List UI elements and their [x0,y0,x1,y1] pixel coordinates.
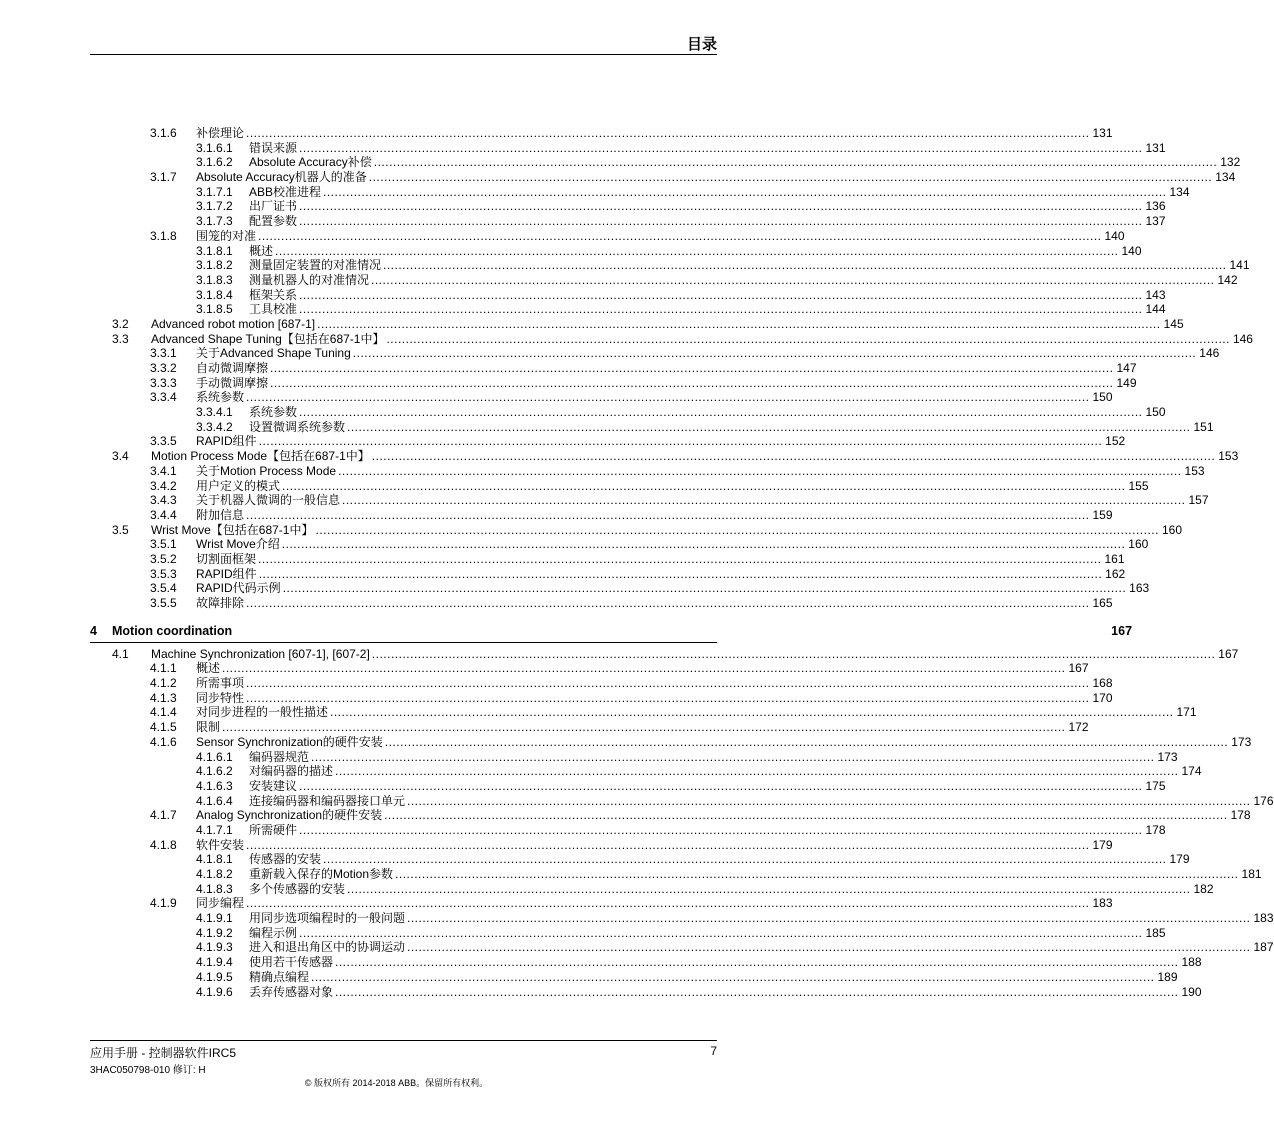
toc-entry-number: 4.1.6.3 [196,778,233,793]
toc-entry-number: 4.1.6.1 [196,749,233,764]
toc-entry-page: 147 [1116,361,1137,375]
toc-dot-leader: ............................................................................................................................................................................................................................ [335,955,1179,970]
toc-entry-page: 178 [1230,808,1251,823]
toc-entry-number: 3.3.4 [150,390,177,405]
footer-page-number: 7 [710,1044,717,1058]
toc-entry-page: 140 [1104,228,1125,243]
toc-entry[interactable] [90,676,1113,691]
toc-dot-leader: ............................................................................................................................................................................................................................ [246,507,1090,522]
toc-entry-number: 4.1.7 [150,808,177,823]
toc-entry-page: 150 [1145,405,1166,420]
toc-dot-leader: ............................................................................................................................................................................................................................ [371,646,1216,661]
toc-entry-page: 161 [1104,551,1125,566]
toc-entry-page: 179 [1092,837,1113,852]
toc-entry-number: 3.4.3 [150,493,177,508]
toc-entry-number: 4.1.8.1 [196,852,233,867]
toc-dot-leader: ............................................................................................................................................................................................................................ [347,881,1191,896]
toc-entry-number: 3.5.4 [150,581,177,596]
toc-entry-title: Absolute Accuracy机器人的准备 [196,170,367,185]
toc-dot-leader: ............................................................................................................................................................................................................................ [371,272,1215,287]
toc-entry[interactable] [90,690,1113,706]
toc-dot-leader: ............................................................................................................................................................................................................................ [246,690,1090,705]
toc-entry-number: 3.1.6.1 [196,140,233,155]
toc-dot-leader: ............................................................................................................................................................................................................................ [407,793,1251,808]
toc-entry-number: 4.1.2 [150,676,177,691]
toc-entry-number: 4.1.9.6 [196,984,233,999]
toc-entry-page: 159 [1092,507,1113,522]
toc-entry[interactable] [90,331,1253,347]
toc-entry-page: 134 [1215,170,1236,185]
toc-entry-page: 174 [1181,764,1202,779]
toc-entry-number: 3.1.8.4 [196,287,233,302]
toc-entry-number: 3.1.8.3 [196,272,233,287]
toc-entry-title: 使用若干传感器 [249,955,334,970]
toc-entry-page: 181 [1241,867,1262,881]
header-rule [90,54,717,55]
toc-dot-leader: ............................................................................................................................................................................................................................ [407,911,1251,926]
toc-entry-title: Sensor Synchronization的硬件安装 [196,734,383,749]
toc-entry[interactable] [90,346,1220,361]
toc-entry[interactable] [90,522,1182,538]
toc-dot-leader: ............................................................................................................................................................................................................................ [383,258,1227,273]
toc-entry-page: 176 [1253,793,1274,808]
toc-entry[interactable] [90,596,1113,611]
toc-entry[interactable] [90,764,1202,779]
toc-entry-title: 用同步选项编程时的一般问题 [249,911,406,926]
toc-dot-leader: ............................................................................................................................................................................................................................ [311,749,1155,764]
toc-dot-leader: ............................................................................................................................................................................................................................ [246,126,1090,140]
toc-dot-leader: ............................................................................................................................................................................................................................ [246,676,1090,691]
toc-entry-title: RAPID组件 [196,434,257,449]
toc-entry-page: 153 [1184,463,1205,478]
toc-dot-leader: ............................................................................................................................................................................................................................ [347,419,1191,434]
toc-entry[interactable] [90,852,1190,867]
toc-entry-number: 3.1.7.3 [196,214,233,229]
toc-entry-page: 167 [1068,661,1089,676]
toc-entry[interactable] [90,566,1126,582]
toc-entry[interactable] [90,661,1089,676]
toc-entry-title: Wrist Move介绍 [196,537,280,552]
toc-entry-title: 设置微调系统参数 [249,419,346,434]
toc-entry-number: 4.1.9 [150,896,177,911]
toc-entry[interactable] [90,507,1113,523]
toc-entry-title: 所需事项 [196,676,245,691]
toc-entry-page: 153 [1218,449,1239,464]
toc-entry-title: Analog Synchronization的硬件安装 [196,808,383,823]
toc-entry-title: 安装建议 [249,778,298,793]
toc-entry-title: 重新载入保存的Motion参数 [249,867,394,881]
toc-dot-leader: ............................................................................................................................................................................................................................ [282,581,1127,596]
toc-entry-page: 151 [1193,419,1214,434]
toc-entry-page: 140 [1121,243,1142,258]
toc-entry-title: 丢弃传感器对象 [249,984,334,999]
toc-dot-leader: ............................................................................................................................................................................................................................ [338,463,1182,478]
toc-dot-leader: ............................................................................................................................................................................................................................ [299,822,1143,837]
toc-entry-page: 167 [1218,646,1239,661]
toc-entry[interactable] [90,419,1214,435]
toc-entry-number: 4.1.8 [150,837,177,852]
toc-dot-leader: ............................................................................................................................................................................................................................ [323,852,1167,867]
toc-entry-title: 工具校准 [249,302,298,317]
toc-entry[interactable] [90,214,1166,229]
toc-entry-number: 3.5.5 [150,596,177,610]
toc-dot-leader: ............................................................................................................................................................................................................................ [371,449,1216,464]
toc-entry-title: 关于Motion Process Mode [196,463,337,478]
toc-entry-title: 自动微调摩擦 [196,361,269,375]
toc-entry-title: 关于机器人微调的一般信息 [196,493,341,508]
toc-entry[interactable] [90,925,1166,941]
toc-entry-title: 切割面框架 [196,551,257,566]
toc-entry[interactable] [90,390,1113,405]
toc-entry[interactable] [90,463,1205,479]
toc-entry-title: 故障排除 [196,596,245,610]
toc-dot-leader: ............................................................................................................................................................................................................................ [299,199,1143,214]
toc-entry[interactable] [90,272,1238,288]
toc-entry-title: Wrist Move【包括在687-1中】 [151,522,314,537]
toc-entry-number: 4.1.4 [150,705,177,720]
footer-copyright: © 版权所有 2014-2018 ABB。保留所有权利。 [304,1078,489,1088]
toc-entry-title: Advanced robot motion [687-1] [151,316,316,331]
toc-entry[interactable] [90,581,1150,596]
toc-entry[interactable] [90,793,1274,809]
toc-entry-number: 4.1.6.2 [196,764,233,779]
toc-entry-number: 4.1.3 [150,690,177,705]
toc-entry-title: 用户定义的模式 [196,478,281,493]
toc-entry-page: 145 [1163,316,1184,331]
toc-entry-page: 168 [1092,676,1113,691]
toc-entry-number: 3.5.3 [150,566,177,581]
toc-entry-title: 连接编码器和编码器接口单元 [249,793,406,808]
toc-dot-leader: ............................................................................................................................................................................................................................ [299,140,1143,155]
toc-dot-leader: ............................................................................................................................................................................................................................ [407,940,1251,955]
toc-entry-page: 170 [1092,690,1113,705]
toc-entry[interactable] [90,243,1142,259]
toc-entry[interactable] [90,361,1137,376]
toc-entry-number: 4.1.9.3 [196,940,233,955]
toc-entry-title: Advanced Shape Tuning【包括在687-1中】 [151,331,385,346]
toc-entry-page: 171 [1176,705,1197,720]
toc-entry-number: 3.3.4.2 [196,419,233,434]
toc-entry-number: 3.1.7.1 [196,184,233,199]
toc-entry-page: 175 [1145,778,1166,793]
toc-entry-title: 测量固定装置的对准情况 [249,258,382,273]
toc-entry-page: 185 [1145,925,1166,940]
toc-entry-title: 错误来源 [249,140,298,155]
toc-entry[interactable] [90,449,1239,464]
toc-entry-page: 179 [1169,852,1190,867]
toc-entry[interactable] [90,911,1274,926]
toc-entry-page: 163 [1129,581,1150,596]
toc-entry-page: 182 [1193,881,1214,896]
toc-entry[interactable] [90,955,1202,970]
toc-entry[interactable] [90,493,1209,508]
toc-dot-leader: ............................................................................................................................................................................................................................ [222,661,1066,676]
toc-entry[interactable] [90,822,1166,838]
toc-dot-leader: ............................................................................................................................................................................................................................ [281,537,1126,552]
toc-entry-number: 3.4 [112,449,129,464]
toc-entry-number: 3.3.3 [150,375,177,390]
toc-entry-title: 补偿理论 [196,126,245,140]
toc-dot-leader: ............................................................................................................................................................................................................................ [335,984,1179,999]
toc-entry[interactable] [90,734,1252,750]
toc-entry-page: 146 [1199,346,1220,361]
toc-entry-page: 190 [1181,984,1202,999]
toc-entry[interactable] [90,837,1113,853]
toc-entry-page: 189 [1157,969,1178,984]
toc-dot-leader: ............................................................................................................................................................................................................................ [258,228,1102,243]
toc-entry-page: 172 [1068,720,1089,735]
toc-entry-page: 149 [1116,375,1137,390]
footer-manual-title: 应用手册 - 控制器软件IRC5 [90,1046,237,1060]
toc-dot-leader: ............................................................................................................................................................................................................................ [373,155,1218,170]
toc-entry-number: 3.3.1 [150,346,177,361]
toc-entry[interactable] [90,302,1166,317]
toc-entry-page: 160 [1128,537,1149,552]
toc-entry-page: 173 [1231,734,1252,749]
toc-entry-number: 3.5.1 [150,537,177,552]
toc-dot-leader: ............................................................................................................................................................................................................................ [299,302,1143,317]
toc-dot-leader: ............................................................................................................................................................................................................................ [270,375,1114,390]
toc-entry-title: 对同步进程的一般性描述 [196,705,329,720]
page-header-title: 目录 [686,36,717,53]
toc-entry[interactable] [90,620,1133,643]
toc-entry[interactable] [90,537,1149,552]
toc-entry-page: 167 [1111,623,1133,638]
toc-dot-leader: ............................................................................................................................................................................................................................ [299,405,1143,420]
toc-entry-number: 3.1.8.2 [196,258,233,273]
toc-entry[interactable] [90,405,1166,420]
toc-entry-title: 附加信息 [196,507,245,522]
toc-entry-title: 系统参数 [249,405,298,420]
toc-entry-page: 187 [1253,940,1274,955]
toc-entry[interactable] [90,881,1214,897]
toc-entry[interactable] [90,646,1239,662]
toc-entry-title: 概述 [249,243,274,258]
toc-entry-title: 系统参数 [196,390,245,405]
toc-entry-title: 概述 [196,661,221,676]
toc-entry-number: 3.3.2 [150,361,177,375]
toc-entry-title: 限制 [196,720,221,735]
toc-dot-leader: ............................................................................................................................................................................................................................ [368,170,1213,185]
toc-entry-number: 3.1.6.2 [196,155,233,170]
toc-entry-title: 传感器的安装 [249,852,322,867]
toc-entry-title: RAPID组件 [196,566,257,581]
toc-entry-page: 157 [1188,493,1209,508]
table-of-contents [90,126,1274,999]
toc-entry-page: 136 [1145,199,1166,214]
toc-entry-number: 3.3.5 [150,434,177,449]
footer-doc-id: 3HAC050798-010 修订: H [90,1065,206,1076]
toc-entry-number: 4.1 [112,646,129,661]
toc-entry-page: 173 [1157,749,1178,764]
toc-entry-number: 3.3 [112,331,129,346]
toc-entry-title: 框架关系 [249,287,298,302]
toc-entry[interactable] [90,705,1197,720]
toc-entry[interactable] [90,228,1125,244]
toc-entry-number: 3.1.8.1 [196,243,233,258]
toc-entry-title: 手动微调摩擦 [196,375,269,390]
toc-entry-number: 4.1.8.2 [196,867,233,881]
toc-entry-title: Motion Process Mode【包括在687-1中】 [151,449,370,464]
toc-entry[interactable] [90,896,1113,911]
toc-entry-number: 4.1.1 [150,661,177,676]
toc-dot-leader: ............................................................................................................................................................................................................................ [299,214,1143,229]
toc-entry-number: 4.1.8.3 [196,881,233,896]
toc-entry[interactable] [90,551,1125,567]
toc-entry-number: 3.1.6 [150,126,177,140]
toc-entry-number: 3.1.8.5 [196,302,233,317]
toc-entry-title: 所需硬件 [249,822,298,837]
toc-entry[interactable] [90,375,1137,391]
toc-entry-number: 3.5.2 [150,551,177,566]
toc-entry-title: 测量机器人的对准情况 [249,272,370,287]
toc-entry-title: Motion coordination [112,623,233,638]
toc-dot-leader: ............................................................................................................................................................................................................................ [342,493,1186,508]
toc-entry-number: 3.5 [112,522,129,537]
toc-entry-title: 多个传感器的安装 [249,881,346,896]
footer-rule [90,1040,717,1041]
toc-entry-title: 精确点编程 [249,969,310,984]
toc-entry[interactable] [90,969,1178,985]
toc-entry-page: 162 [1105,566,1126,581]
toc-entry-page: 165 [1092,596,1113,610]
toc-dot-leader: ............................................................................................................................................................................................................................ [315,522,1159,537]
toc-entry-title: 同步特性 [196,690,245,705]
toc-dot-leader: ............................................................................................................................................................................................................................ [299,778,1143,793]
toc-entry-page: 137 [1145,214,1166,229]
toc-entry-number: 3.4.4 [150,507,177,522]
toc-entry-number: 3.4.1 [150,463,177,478]
toc-dot-leader: ............................................................................................................................................................................................................................ [270,361,1114,375]
toc-entry-title: 出厂证书 [249,199,298,214]
toc-entry[interactable] [90,434,1126,449]
toc-entry-number: 4.1.6.4 [196,793,233,808]
toc-entry[interactable] [90,140,1166,156]
toc-entry-title: RAPID代码示例 [196,581,281,596]
toc-entry-title: 进入和退出角区中的协调运动 [249,940,406,955]
toc-dot-leader: ............................................................................................................................................................................................................................ [317,316,1161,331]
toc-dot-leader: ............................................................................................................................................................................................................................ [246,390,1090,405]
toc-entry[interactable] [90,184,1190,200]
toc-entry[interactable] [90,316,1184,332]
toc-entry[interactable] [90,478,1149,494]
toc-entry-page: 132 [1220,155,1241,170]
toc-entry-title: 关于Advanced Shape Tuning [196,346,351,361]
toc-entry[interactable] [90,808,1251,823]
toc-entry-title: 编程示例 [249,925,298,940]
toc-entry-page: 143 [1145,287,1166,302]
toc-entry-title: 围笼的对准 [196,228,257,243]
toc-entry[interactable] [90,287,1166,303]
toc-entry-page: 183 [1092,896,1113,911]
toc-entry-page: 141 [1229,258,1250,273]
toc-entry[interactable] [90,720,1089,735]
toc-entry[interactable] [90,749,1178,765]
toc-dot-leader: ............................................................................................................................................................................................................................ [384,808,1228,823]
toc-entry-title: Machine Synchronization [607-1], [607-2] [151,646,370,661]
toc-entry[interactable] [90,984,1202,1000]
toc-entry[interactable] [90,199,1166,214]
toc-entry-page: 188 [1181,955,1202,970]
toc-entry-page: 155 [1128,478,1149,493]
toc-entry-page: 152 [1105,434,1126,449]
toc-entry-title: 同步编程 [196,896,245,911]
toc-entry-page: 144 [1145,302,1166,317]
toc-entry[interactable] [90,258,1250,273]
toc-entry-number: 4.1.5 [150,720,177,735]
toc-dot-leader: ............................................................................................................................................................................................................................ [384,734,1229,749]
toc-dot-leader: ............................................................................................................................................................................................................................ [222,720,1066,735]
toc-dot-leader: ............................................................................................................................................................................................................................ [258,566,1103,581]
toc-entry-page: 150 [1092,390,1113,405]
toc-entry-number: 4.1.9.1 [196,911,233,926]
toc-entry-number: 3.1.7.2 [196,199,233,214]
toc-entry-number: 3.2 [112,316,129,331]
toc-entry-number: 4.1.7.1 [196,822,233,837]
toc-entry-page: 134 [1169,184,1190,199]
toc-dot-leader: ............................................................................................................................................................................................................................ [330,705,1174,720]
toc-entry[interactable] [90,867,1262,882]
toc-entry-title: 对编码器的描述 [249,764,334,779]
toc-entry-page: 131 [1092,126,1113,140]
toc-entry-page: 160 [1161,522,1182,537]
toc-dot-leader: ............................................................................................................................................................................................................................ [311,969,1155,984]
toc-dot-leader: ............................................................................................................................................................................................................................ [323,184,1167,199]
toc-entry-number: 4 [90,623,97,638]
toc-entry-number: 3.3.4.1 [196,405,233,420]
toc-entry-number: 3.1.7 [150,170,177,185]
toc-dot-leader: ............................................................................................................................................................................................................................ [282,478,1126,493]
toc-entry-number: 4.1.6 [150,734,177,749]
toc-entry-number: 3.4.2 [150,478,177,493]
toc-dot-leader: ............................................................................................................................................................................................................................ [246,837,1090,852]
toc-entry-page: 142 [1217,272,1238,287]
toc-dot-leader: ............................................................................................................................................................................................................................ [299,287,1143,302]
toc-entry-number: 4.1.9.2 [196,925,233,940]
toc-entry-page: 178 [1145,822,1166,837]
toc-entry-page: 131 [1145,140,1166,155]
toc-entry-title: 配置参数 [249,214,298,229]
toc-dot-leader: ............................................................................................................................................................................................................................ [386,331,1230,346]
toc-entry-page: 146 [1232,331,1253,346]
toc-entry[interactable] [90,940,1274,955]
toc-dot-leader: ............................................................................................................................................................................................................................ [258,551,1102,566]
toc-dot-leader: ............................................................................................................................................................................................................................ [246,596,1090,610]
toc-dot-leader: ............................................................................................................................................................................................................................ [258,434,1103,449]
toc-entry-page: 183 [1253,911,1274,926]
toc-entry-title: 编码器规范 [249,749,310,764]
toc-entry-title: 软件安装 [196,837,245,852]
toc-dot-leader: ............................................................................................................................................................................................................................ [352,346,1197,361]
toc-entry[interactable] [90,778,1166,794]
toc-dot-leader: ............................................................................................................................................................................................................................ [275,243,1119,258]
toc-entry-number: 3.1.8 [150,228,177,243]
toc-dot-leader: ............................................................................................................................................................................................................................ [395,867,1239,881]
toc-entry[interactable] [90,126,1113,141]
toc-entry-number: 4.1.9.5 [196,969,233,984]
toc-entry[interactable] [90,155,1241,170]
toc-entry[interactable] [90,170,1236,185]
toc-dot-leader: ............................................................................................................................................................................................................................ [335,764,1179,779]
toc-dot-leader: ............................................................................................................................................................................................................................ [299,925,1143,940]
toc-dot-leader: ............................................................................................................................................................................................................................ [246,896,1090,911]
toc-entry-title: ABB校准进程 [249,184,322,199]
toc-entry-title: Absolute Accuracy补偿 [249,155,372,170]
toc-entry-number: 4.1.9.4 [196,955,233,970]
